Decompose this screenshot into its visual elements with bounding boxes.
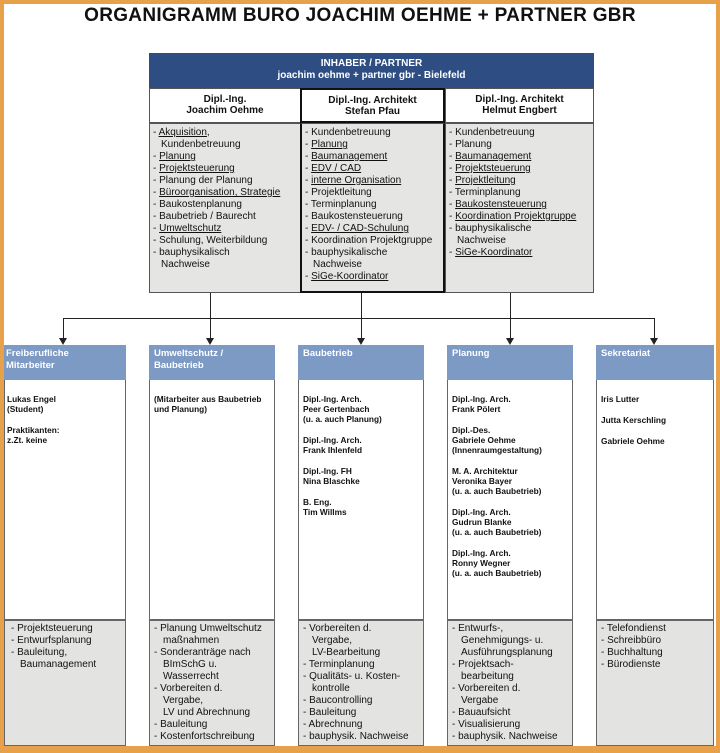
staff-line: (Student) <box>7 404 44 414</box>
task-item: - Schulung, Weiterbildung <box>153 235 268 246</box>
staff-line: Veronika Bayer <box>452 476 512 486</box>
staff-entry <box>303 394 423 424</box>
staff-line: Frank Ihlenfeld <box>303 445 363 455</box>
task-item: - Sonderanträge nach <box>154 647 251 658</box>
task-item: - SiGe-Koordinator <box>449 247 533 258</box>
task-item: - Akquisition, <box>153 127 210 138</box>
partner-header-oehme <box>149 88 301 123</box>
staff-line: Peer Gertenbach <box>303 404 370 414</box>
task-item: Ausführungsplanung <box>461 647 553 658</box>
task-item: - Koordination Projektgruppe <box>449 211 577 222</box>
staff-line: z.Zt. keine <box>7 435 48 445</box>
dept-header-sekretariat <box>596 345 714 380</box>
staff-line: (Mitarbeiter aus Baubetrieb <box>154 394 262 404</box>
dept-header-planung <box>447 345 573 380</box>
staff-line: Dipl.-Ing. Arch. <box>452 394 511 404</box>
dept-staff-baubetrieb <box>298 380 424 620</box>
dept-tasks-baubetrieb <box>298 620 424 746</box>
staff-entry <box>601 415 713 425</box>
task-item: - Qualitäts- u. Kosten- <box>303 671 401 682</box>
partner-header-pfau <box>300 88 445 123</box>
task-item: - Projektsach- <box>452 659 514 670</box>
task-item: - bauphysikalisch <box>153 247 230 258</box>
task-item: - Planung <box>449 139 492 150</box>
task-item: - Vorbereiten d. <box>154 683 223 694</box>
arrow-head <box>506 338 514 345</box>
task-item: - Projektsteuerung <box>153 163 235 174</box>
partner-name: Stefan Pfau <box>344 106 400 117</box>
staff-line: M. A. Architektur <box>452 466 518 476</box>
partner-tasks-engbert <box>445 123 594 293</box>
staff-line: Dipl.-Ing. Arch. <box>303 435 362 445</box>
staff-line: (u. a. auch Baubetrieb) <box>452 568 542 578</box>
task-item: - Kostenfortschreibung <box>154 731 255 742</box>
task-item: - Planung der Planung <box>153 175 253 186</box>
staff-line: Lukas Engel <box>7 394 56 404</box>
staff-line: und Planung) <box>154 404 207 414</box>
task-item: - bauphysikalische <box>305 247 388 258</box>
task-item: - Projektsteuerung <box>11 623 93 634</box>
staff-entry <box>452 548 572 578</box>
dept-tasks-sekretariat <box>596 620 714 746</box>
staff-entry <box>452 394 572 414</box>
connector-bus <box>63 318 655 319</box>
task-item: - Terminplanung <box>449 187 521 198</box>
staff-entry <box>303 466 423 486</box>
task-item: - Bürodienste <box>601 659 661 670</box>
task-item: - Planung Umweltschutz <box>154 623 262 634</box>
task-item: - Vorbereiten d. <box>452 683 521 694</box>
connector-line <box>210 318 211 339</box>
staff-line: Dipl.-Ing. Arch. <box>303 394 362 404</box>
task-item: - Kundenbetreuung <box>449 127 535 138</box>
task-item: - Baukostensteuerung <box>305 211 403 222</box>
task-item: - Terminplanung <box>305 199 377 210</box>
task-item: - Büroorganisation, Strategie <box>153 187 281 198</box>
task-item: - Abrechnung <box>303 719 363 730</box>
task-item: - Umweltschutz <box>153 223 222 234</box>
owner-box <box>149 53 594 88</box>
staff-entry <box>303 497 423 517</box>
dept-staff-planung <box>447 380 573 620</box>
staff-line: (u. a. auch Baubetrieb) <box>452 527 542 537</box>
dept-tasks-umweltschutz <box>149 620 275 746</box>
staff-line: Dipl.-Des. <box>452 425 491 435</box>
task-item: Nachweise <box>457 235 506 246</box>
task-item: - Baumanagement <box>305 151 388 162</box>
staff-line: Nina Blaschke <box>303 476 360 486</box>
task-item: - Baumanagement <box>449 151 532 162</box>
task-item: - Projektleitung <box>449 175 516 186</box>
partner-tasks-pfau <box>300 123 445 293</box>
staff-line: Dipl.-Ing. Arch. <box>452 548 511 558</box>
task-item: Baumanagement <box>20 659 97 670</box>
task-item: Vergabe, <box>312 635 353 646</box>
staff-line: Praktikanten: <box>7 425 60 435</box>
task-item: - Schreibbüro <box>601 635 662 646</box>
connector-line <box>510 293 511 319</box>
staff-line: Dipl.-Ing. FH <box>303 466 352 476</box>
staff-line: Tim Willms <box>303 507 347 517</box>
arrow-head <box>357 338 365 345</box>
staff-line: Gudrun Blanke <box>452 517 512 527</box>
connector-line <box>361 318 362 339</box>
staff-entry <box>154 394 274 414</box>
dept-tasks-planung <box>447 620 573 746</box>
staff-entry <box>303 435 423 455</box>
dept-header-baubetrieb <box>298 345 424 380</box>
staff-line: (u. a. auch Baubetrieb) <box>452 486 542 496</box>
staff-line: Frank Pölert <box>452 404 501 414</box>
task-item: Genehmigungs- u. <box>461 635 544 646</box>
staff-entry <box>452 466 572 496</box>
staff-line: (u. a. auch Planung) <box>303 414 382 424</box>
task-item: - Bauleitung <box>154 719 208 730</box>
task-item: - Planung <box>305 139 348 150</box>
task-item: - Bauleitung <box>303 707 357 718</box>
staff-entry <box>601 394 713 404</box>
dept-header-umweltschutz <box>149 345 275 380</box>
dept-title-line: Freiberufliche <box>6 348 69 359</box>
task-item: Nachweise <box>313 259 362 270</box>
task-item: - bauphysik. Nachweise <box>452 731 558 742</box>
staff-line: Gabriele Oehme <box>452 435 516 445</box>
task-item: - bauphysik. Nachweise <box>303 731 409 742</box>
task-item: LV und Abrechnung <box>163 707 251 718</box>
task-item: Nachweise <box>161 259 210 270</box>
task-item: - Baubetrieb / Baurecht <box>153 211 256 222</box>
staff-line: Jutta Kerschling <box>601 415 667 425</box>
staff-entry <box>7 425 125 445</box>
task-item: - Terminplanung <box>303 659 375 670</box>
task-item: - Bauaufsicht <box>452 707 511 718</box>
task-item: - interne Organisation <box>305 175 402 186</box>
owner-label: INHABER / PARTNER <box>320 58 423 69</box>
task-item: - Bauleitung, <box>11 647 68 658</box>
staff-line: Iris Lutter <box>601 394 640 404</box>
dept-title-line: Mitarbeiter <box>6 360 55 371</box>
dept-staff-umweltschutz <box>149 380 275 620</box>
connector-line <box>510 318 511 339</box>
staff-entry <box>7 394 125 414</box>
task-item: - Planung <box>153 151 196 162</box>
task-item: - Entwurfsplanung <box>11 635 92 646</box>
arrow-head <box>206 338 214 345</box>
task-item: - Entwurfs-, <box>452 623 504 634</box>
partner-name: Helmut Engbert <box>482 105 557 116</box>
connector-line <box>210 293 211 319</box>
partner-name: Joachim Oehme <box>186 105 264 116</box>
staff-line: Dipl.-Ing. Arch. <box>452 507 511 517</box>
task-item: LV-Bearbeitung <box>312 647 381 658</box>
task-item: kontrolle <box>312 683 350 694</box>
task-item: - EDV- / CAD-Schulung <box>305 223 409 234</box>
task-item: bearbeitung <box>461 671 514 682</box>
task-item: - SiGe-Koordinator <box>305 271 389 282</box>
connector-line <box>63 318 64 339</box>
partner-header-engbert <box>445 88 594 123</box>
partner-degree: Dipl.-Ing. Architekt <box>328 95 417 106</box>
task-item: - Visualisierung <box>452 719 521 730</box>
task-item: - Buchhaltung <box>601 647 663 658</box>
task-item: - Koordination Projektgruppe <box>305 235 433 246</box>
dept-title-line: Sekretariat <box>601 348 651 359</box>
arrow-head <box>59 338 67 345</box>
dept-title-line: Planung <box>452 348 490 359</box>
task-item: - Vorbereiten d. <box>303 623 372 634</box>
task-item: Vergabe, <box>163 695 204 706</box>
dept-title-line: Baubetrieb <box>154 360 204 371</box>
task-item: Vergabe <box>461 695 499 706</box>
task-item: Kundenbetreuung <box>161 139 241 150</box>
dept-staff-sekretariat <box>596 380 714 620</box>
task-item: Wasserrecht <box>163 671 219 682</box>
task-item: - bauphysikalische <box>449 223 532 234</box>
partner-degree: Dipl.-Ing. <box>203 94 247 105</box>
task-item: BImSchG u. <box>163 659 217 670</box>
task-item: - Projektleitung <box>305 187 372 198</box>
dept-title-line: Baubetrieb <box>303 348 353 359</box>
partner-tasks-oehme <box>149 123 301 293</box>
connector-line <box>654 318 655 339</box>
task-item: - Baukostensteuerung <box>449 199 547 210</box>
connector-line <box>361 293 362 319</box>
page-title: ORGANIGRAMM BURO JOACHIM OEHME + PARTNER GBR <box>84 5 636 26</box>
task-item: - Projektsteuerung <box>449 163 531 174</box>
task-item: - Telefondienst <box>601 623 666 634</box>
dept-header-freiberufliche <box>4 345 126 380</box>
staff-line: Ronny Wegner <box>452 558 511 568</box>
owner-company: joachim oehme + partner gbr - Bielefeld <box>277 70 466 81</box>
task-item: - Kundenbetreuung <box>305 127 391 138</box>
arrow-head <box>650 338 658 345</box>
staff-line: B. Eng. <box>303 497 332 507</box>
dept-tasks-freiberufliche <box>4 620 126 746</box>
task-item: - Baukostenplanung <box>153 199 242 210</box>
staff-line: (Innenraumgestaltung) <box>452 445 542 455</box>
staff-entry <box>452 425 572 455</box>
task-item: - Baucontrolling <box>303 695 373 706</box>
partner-degree: Dipl.-Ing. Architekt <box>475 94 564 105</box>
staff-entry <box>601 436 713 446</box>
staff-line: Gabriele Oehme <box>601 436 665 446</box>
dept-staff-freiberufliche <box>4 380 126 620</box>
dept-title-line: Umweltschutz / <box>154 348 224 359</box>
task-item: - EDV / CAD <box>305 163 362 174</box>
staff-entry <box>452 507 572 537</box>
task-item: maßnahmen <box>163 635 220 646</box>
